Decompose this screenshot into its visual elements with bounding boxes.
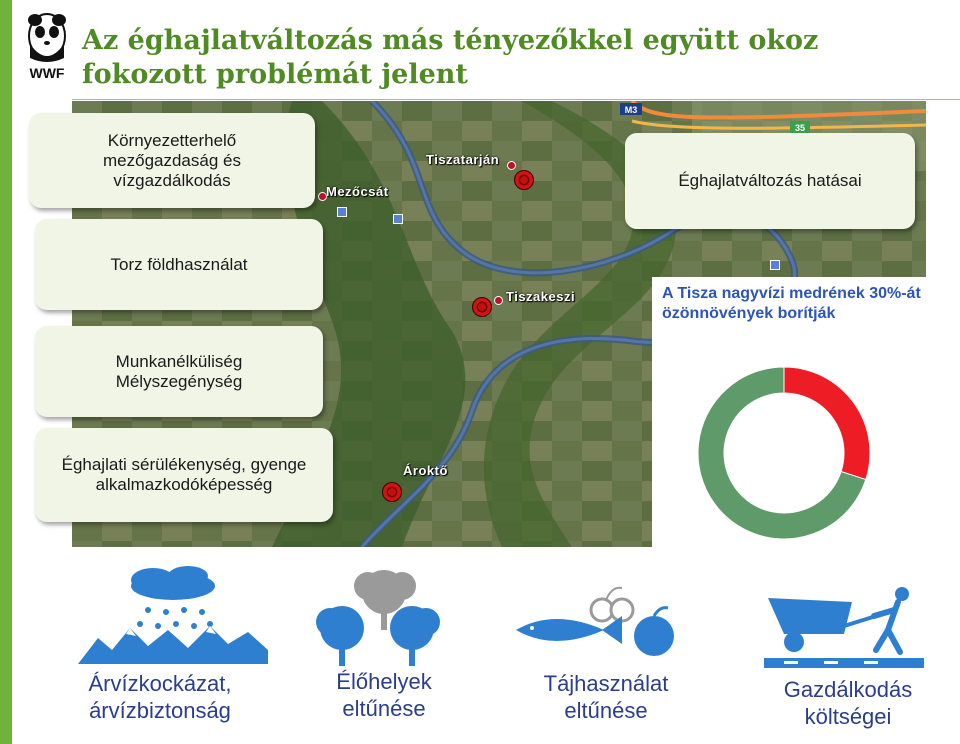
wheelbarrow-icon xyxy=(764,586,924,670)
caption-farming xyxy=(758,676,938,730)
box-pollution: Környezetterhelő mezőgazdaság és vízgazdálkodás xyxy=(29,113,315,208)
map-poi-square xyxy=(337,207,347,217)
caption-landuse-line1: Tájhasználat xyxy=(543,671,669,696)
map-pin xyxy=(514,170,534,190)
green-sidebar xyxy=(0,0,12,744)
slide-title: Az éghajlatváltozás más tényezőkkel együtt okoz fokozott problémát jelent xyxy=(82,25,819,90)
donut-slice-0 xyxy=(784,367,870,480)
caption-farming-line2: költségei xyxy=(804,704,892,729)
callout-text: A Tisza nagyvízi medrének 30%-át özönnövények borítják xyxy=(662,285,921,322)
caption-flood-line2: árvízbiztonság xyxy=(89,698,231,723)
map-dot xyxy=(507,161,516,170)
trees-icon xyxy=(312,566,442,666)
wwf-logo xyxy=(22,10,72,82)
donut-chart xyxy=(652,359,926,547)
map-poi-square xyxy=(393,214,403,224)
place-label-tiszatarjan: Tiszatarján xyxy=(426,152,500,167)
svg-text:WWF: WWF xyxy=(29,65,65,81)
box-poverty-line2: Mélyszegénység xyxy=(115,371,243,391)
caption-landuse xyxy=(518,670,694,724)
donut-panel xyxy=(652,359,926,547)
caption-farming-line1: Gazdálkodás xyxy=(783,677,913,702)
place-label-mezocsat: Mezőcsát xyxy=(326,184,389,199)
map-poi-square xyxy=(770,260,780,270)
rain-mountain-icon xyxy=(78,566,268,664)
divider xyxy=(72,99,960,100)
box-vulnerability: Éghajlati sérülékenység, gyenge alkalmazkodóképesség xyxy=(35,428,333,522)
fish-fruit-icon xyxy=(514,584,694,664)
map-pin xyxy=(382,482,402,502)
map-pin xyxy=(472,297,492,317)
svg-text:35: 35 xyxy=(794,123,806,133)
caption-habitats-line2: eltűnése xyxy=(342,696,426,721)
caption-flood-line1: Árvízkockázat, xyxy=(88,671,232,696)
box-climate-impacts: Éghajlatváltozás hatásai xyxy=(625,133,915,229)
caption-habitats xyxy=(304,668,464,722)
place-label-tiszakeszi: Tiszakeszi xyxy=(506,289,576,304)
caption-landuse-line2: eltűnése xyxy=(564,698,648,723)
map-dot xyxy=(494,296,503,305)
box-poverty-line1: Munkanélküliség xyxy=(115,351,243,371)
svg-text:M3: M3 xyxy=(624,105,638,115)
box-poverty xyxy=(35,326,323,417)
place-label-aroktő: Ároktő xyxy=(403,463,448,478)
caption-habitats-line1: Élőhelyek xyxy=(336,669,432,694)
box-land-use: Torz földhasználat xyxy=(35,219,323,310)
caption-flood xyxy=(58,670,262,724)
